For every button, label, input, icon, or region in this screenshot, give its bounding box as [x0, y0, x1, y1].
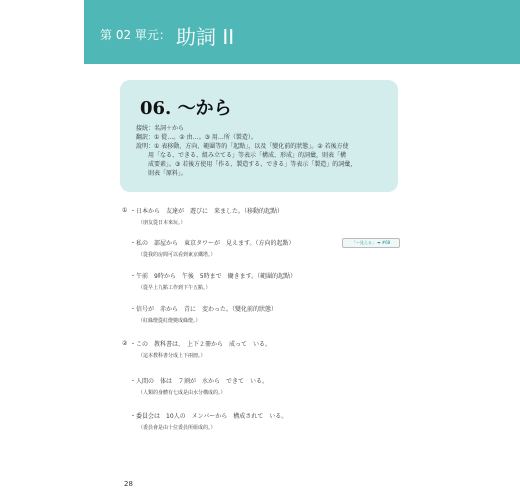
example-number: ② — [122, 340, 128, 347]
example-jp: ・この 教科書は、 上下２冊から 成って いる。 — [130, 341, 272, 348]
example-zh: （朋友從日本來玩。） — [138, 220, 186, 226]
example-jp: ・日本から 友達が 遊びに 来ました。（移動的起點） — [130, 208, 284, 215]
example-zh: （從早上九點工作到下午五點。） — [138, 285, 211, 291]
explanation-line-1: 說明：① 表移動、方向、範圍等的「起點」，以及「變化前的狀態」。② 若後方使 — [136, 143, 349, 150]
example-jp: ・信号が 赤から 青に 変わった。（變化前的狀態） — [130, 306, 277, 313]
example-zh: （這本教科書分成上下兩冊。） — [138, 353, 206, 359]
example-zh: （人類的身體有七成是由水分構成的。） — [138, 390, 226, 396]
example-zh: （從我的房間可以看到東京鐵塔。） — [138, 252, 216, 258]
cross-reference-note: 「～見える」 ➡ #68 — [342, 238, 400, 248]
example-jp: ・人間の 体は ７割が 水から できて いる。 — [130, 378, 269, 385]
unit-header — [84, 0, 520, 64]
page-number: 28 — [124, 480, 133, 488]
unit-title: 助詞 II — [176, 25, 235, 49]
translation-text: 翻訳：① 從…。② 由…。③ 用…所（製造）。 — [136, 134, 257, 141]
example-jp: ・委員会は 10人の メンバーから 構成されて いる。 — [130, 413, 288, 420]
lesson-card — [120, 80, 398, 192]
example-zh: （委員會是由十位委員所組成的。） — [138, 425, 216, 431]
example-jp: ・私の 部屋から 東京タワーが 見えます。（方向的起點） — [130, 240, 295, 247]
example-zh: （紅綠燈從紅燈變成綠燈。） — [138, 318, 201, 324]
example-number: ① — [122, 207, 128, 214]
explanation-line-4: 則表「原料」。 — [148, 170, 188, 177]
connection-text: 接続：名詞＋から — [136, 125, 185, 132]
lesson-title: 06. ～から — [140, 98, 232, 119]
explanation-line-2: 用「なる、できる、組み立てる」等表示「構成、形成」的詞彙，則表「構 — [148, 152, 347, 159]
explanation-line-3: 成要素」。③ 若後方使用「作る、製造する、できる」等表示「製造」的詞彙， — [148, 161, 357, 168]
unit-label: 第 02 單元： — [100, 28, 171, 42]
example-jp: ・午前 9時から 午後 5時まで 働きます。（範圍的起點） — [130, 273, 297, 280]
